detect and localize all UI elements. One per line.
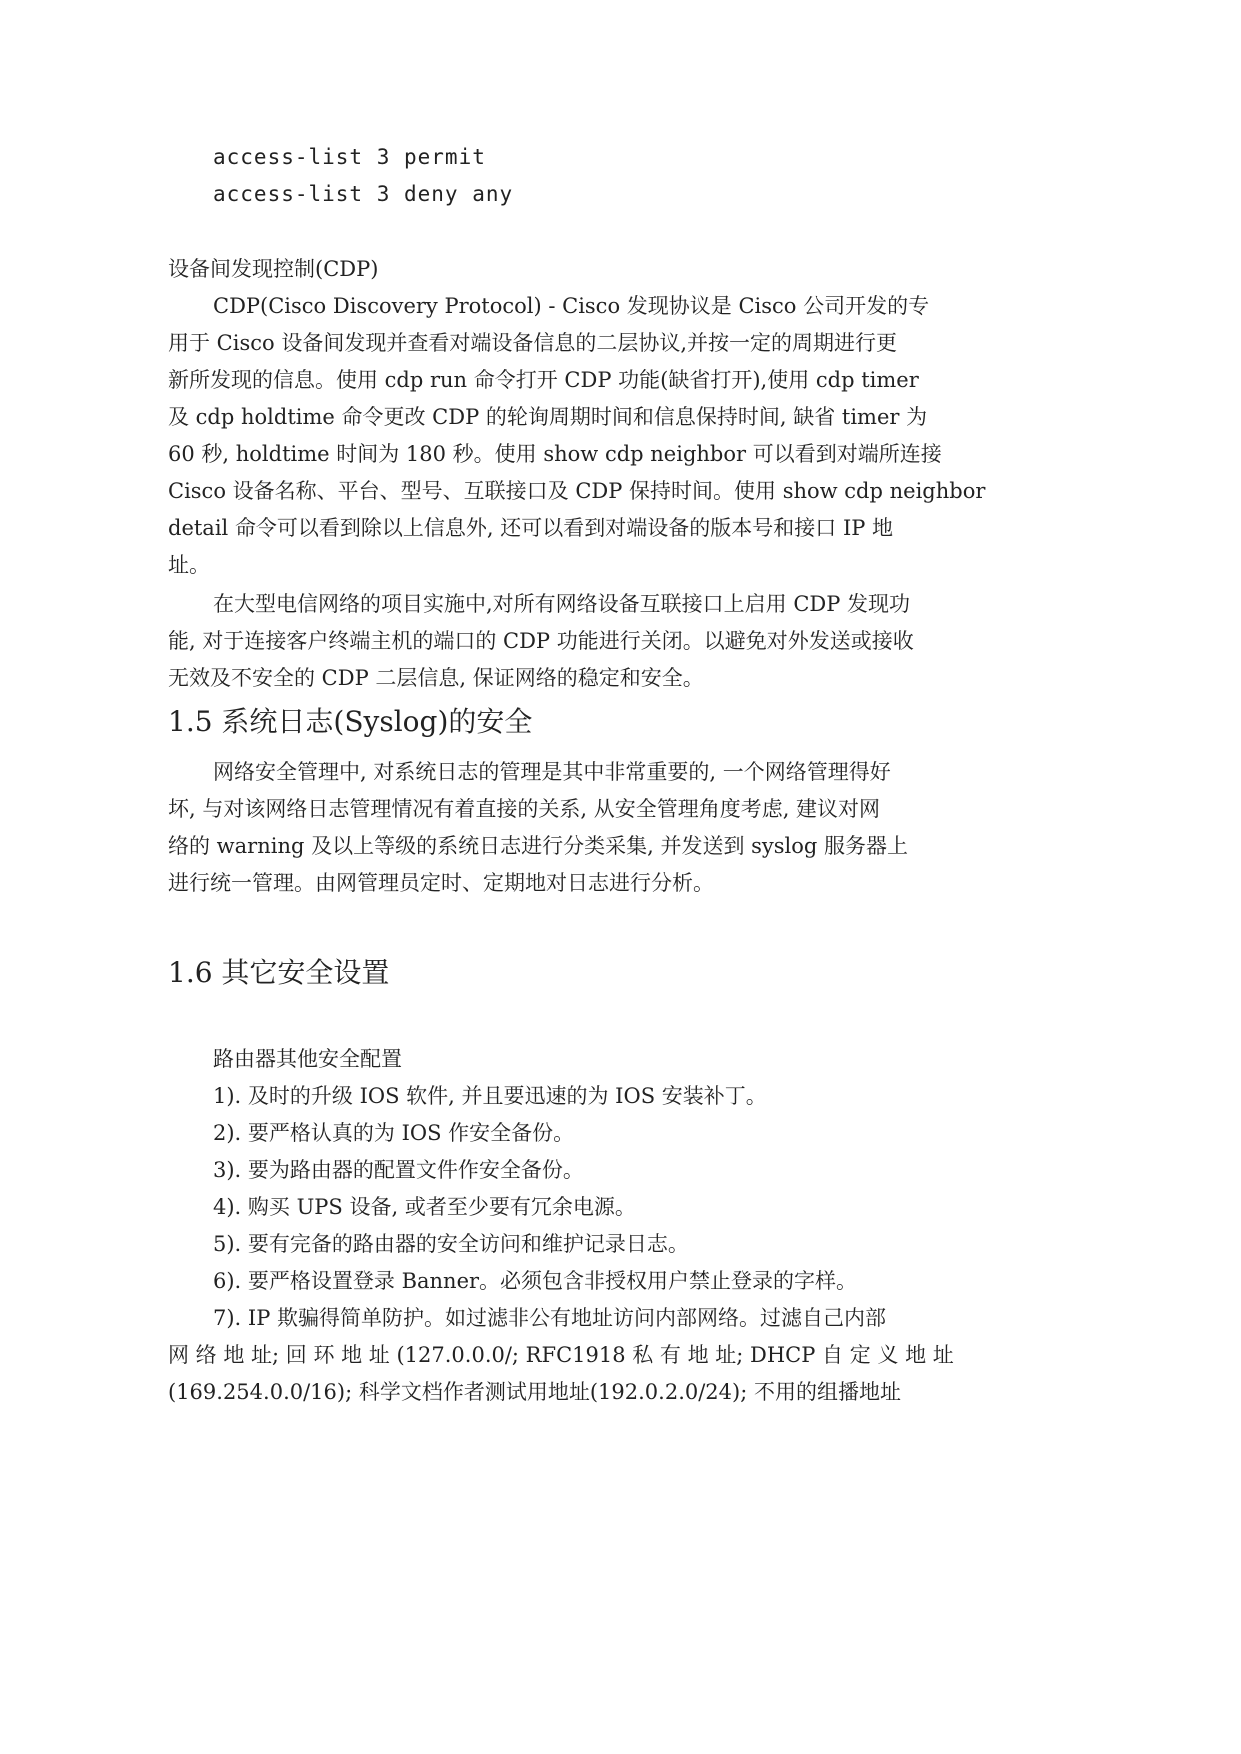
code-line-permit: access-list 3 permit: [213, 145, 486, 169]
cdp-para2-line3: 无效及不安全的 CDP 二层信息, 保证网络的稳定和安全。: [168, 666, 704, 690]
cdp-para1-line5: 60 秒, holdtime 时间为 180 秒。使用 show cdp neighbor 可以看到对端所连接: [168, 442, 942, 466]
list-item-3: 3). 要为路由器的配置文件作安全备份。: [213, 1158, 584, 1182]
list-item-7-continuation-1: 网 络 地 址; 回 环 地 址 (127.0.0.0/; RFC1918 私 有 地 址; DHCP 自 定 义 地 址: [168, 1343, 954, 1367]
cdp-para2-line1: 在大型电信网络的项目实施中,对所有网络设备互联接口上启用 CDP 发现功: [213, 592, 911, 616]
list-item-5: 5). 要有完备的路由器的安全访问和维护记录日志。: [213, 1232, 689, 1256]
cdp-para1-line8: 址。: [168, 553, 210, 577]
code-line-deny: access-list 3 deny any: [213, 182, 514, 206]
list-item-1: 1). 及时的升级 IOS 软件, 并且要迅速的为 IOS 安装补丁。: [213, 1084, 767, 1108]
cdp-para1-line3: 新所发现的信息。使用 cdp run 命令打开 CDP 功能(缺省打开),使用 cdp timer: [168, 368, 919, 392]
syslog-para-line4: 进行统一管理。由网管理员定时、定期地对日志进行分析。: [168, 871, 714, 895]
list-item-7: 7). IP 欺骗得简单防护。如过滤非公有地址访问内部网络。过滤自己内部: [213, 1306, 887, 1330]
syslog-para-line1: 网络安全管理中, 对系统日志的管理是其中非常重要的, 一个网络管理得好: [213, 760, 891, 784]
cdp-para2-line2: 能, 对于连接客户终端主机的端口的 CDP 功能进行关闭。以避免对外发送或接收: [168, 629, 914, 653]
cdp-para1-line1: CDP(Cisco Discovery Protocol) - Cisco 发现协议是 Cisco 公司开发的专: [213, 294, 930, 318]
other-section-heading: 1.6 其它安全设置: [168, 956, 390, 989]
list-item-2: 2). 要严格认真的为 IOS 作安全备份。: [213, 1121, 575, 1145]
syslog-para-line2: 坏, 与对该网络日志管理情况有着直接的关系, 从安全管理角度考虑, 建议对网: [168, 797, 881, 821]
list-item-6: 6). 要严格设置登录 Banner。必须包含非授权用户禁止登录的字样。: [213, 1269, 858, 1293]
syslog-para-line3: 络的 warning 及以上等级的系统日志进行分类采集, 并发送到 syslog 服务器上: [168, 834, 909, 858]
syslog-section-heading: 1.5 系统日志(Syslog)的安全: [168, 705, 533, 738]
other-subheading: 路由器其他安全配置: [213, 1047, 402, 1071]
list-item-7-continuation-2: (169.254.0.0/16); 科学文档作者测试用地址(192.0.2.0/24); 不用的组播地址: [168, 1380, 901, 1404]
cdp-para1-line6: Cisco 设备名称、平台、型号、互联接口及 CDP 保持时间。使用 show cdp neighbor: [168, 479, 986, 503]
cdp-heading: 设备间发现控制(CDP): [168, 257, 379, 281]
cdp-para1-line4: 及 cdp holdtime 命令更改 CDP 的轮询周期时间和信息保持时间, 缺省 timer 为: [168, 405, 928, 429]
cdp-para1-line2: 用于 Cisco 设备间发现并查看对端设备信息的二层协议,并按一定的周期进行更: [168, 331, 897, 355]
cdp-para1-line7: detail 命令可以看到除以上信息外, 还可以看到对端设备的版本号和接口 IP 地: [168, 516, 894, 540]
list-item-4: 4). 购买 UPS 设备, 或者至少要有冗余电源。: [213, 1195, 636, 1219]
